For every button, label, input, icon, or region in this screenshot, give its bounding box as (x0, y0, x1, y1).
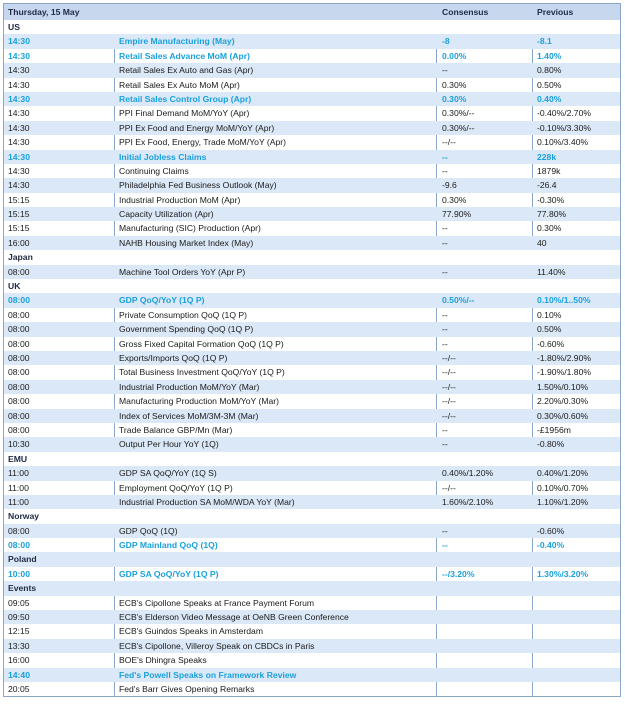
row-event: Industrial Production MoM (Apr) (119, 194, 241, 205)
row-consensus: -- (442, 338, 448, 349)
row-event: Retail Sales Control Group (Apr) (119, 93, 252, 104)
row-consensus: -- (442, 151, 448, 162)
row-previous: -26.4 (537, 180, 557, 191)
row-previous: -0.40%/2.70% (537, 108, 591, 119)
row-previous: 0.10%/1..50% (537, 295, 591, 306)
row-event: Capacity Utilization (Apr) (119, 209, 214, 220)
section-name: Events (8, 583, 37, 594)
row-event: PPI Ex Food and Energy MoM/YoY (Apr) (119, 122, 275, 133)
row-consensus: -- (442, 324, 448, 335)
row-time: 08:00 (8, 540, 30, 551)
row-time: 14:30 (8, 165, 30, 176)
row-time: 14:30 (8, 36, 30, 47)
row-time: 08:00 (8, 324, 30, 335)
table-row (4, 466, 620, 480)
table-row (4, 610, 620, 624)
row-previous: 0.30%/0.60% (537, 410, 589, 421)
row-previous: 40 (537, 237, 547, 248)
table-row (4, 63, 620, 77)
table-row (4, 337, 620, 351)
row-consensus: -8 (442, 36, 450, 47)
row-time: 16:00 (8, 237, 30, 248)
row-previous: 1.50%/0.10% (537, 381, 589, 392)
table-row (4, 207, 620, 221)
economic-calendar-table (3, 3, 621, 697)
row-event: Manufacturing Production MoM/YoY (Mar) (119, 396, 280, 407)
row-event: ECB's Guindos Speaks in Amsterdam (119, 626, 263, 637)
row-event: ECB's Cipollone Speaks at France Payment Forum (119, 597, 315, 608)
row-consensus: 0.30% (442, 93, 467, 104)
section-name: UK (8, 281, 21, 292)
row-time: 14:30 (8, 79, 30, 90)
row-time: 08:00 (8, 396, 30, 407)
row-event: ECB's Cipollone, Villeroy Speak on CBDCs in Paris (119, 640, 315, 651)
row-time: 08:00 (8, 525, 30, 536)
row-previous: 1879k (537, 165, 561, 176)
row-time: 15:15 (8, 223, 30, 234)
table-row (4, 639, 620, 653)
row-event: Government Spending QoQ (1Q P) (119, 324, 254, 335)
row-consensus: --/-- (442, 396, 456, 407)
row-previous: 0.40% (537, 93, 562, 104)
table-row (4, 236, 620, 250)
row-previous: 1.40% (537, 50, 562, 61)
row-previous: 0.50% (537, 79, 562, 90)
row-event: Private Consumption QoQ (1Q P) (119, 309, 247, 320)
table-row (4, 150, 620, 164)
row-time: 12:15 (8, 626, 30, 637)
row-previous: 2.20%/0.30% (537, 396, 589, 407)
row-time: 08:00 (8, 410, 30, 421)
row-event: Industrial Production SA MoM/WDA YoY (Mar) (119, 496, 295, 507)
table-row (4, 682, 620, 696)
row-consensus: -- (442, 540, 448, 551)
row-event: Initial Jobless Claims (119, 151, 207, 162)
table-row (4, 92, 620, 106)
row-event: Exports/Imports QoQ (1Q P) (119, 352, 228, 363)
row-event: Philadelphia Fed Business Outlook (May) (119, 180, 277, 191)
section-header (4, 250, 620, 264)
header-date: Thursday, 15 May (8, 7, 80, 17)
row-time: 15:15 (8, 209, 30, 220)
row-time: 14:30 (8, 93, 30, 104)
table-row (4, 624, 620, 638)
row-time: 11:00 (8, 482, 29, 493)
row-time: 14:30 (8, 50, 30, 61)
row-event: Fed's Barr Gives Opening Remarks (119, 683, 255, 694)
row-event: GDP Mainland QoQ (1Q) (119, 540, 218, 551)
row-previous: 0.10%/3.40% (537, 137, 589, 148)
row-event: Index of Services MoM/3M-3M (Mar) (119, 410, 259, 421)
table-row (4, 596, 620, 610)
row-event: PPI Final Demand MoM/YoY (Apr) (119, 108, 250, 119)
row-consensus: 0.30%/-- (442, 122, 475, 133)
row-time: 16:00 (8, 655, 30, 666)
row-event: Total Business Investment QoQ/YoY (1Q P) (119, 367, 285, 378)
table-row (4, 221, 620, 235)
row-previous: 0.40%/1.20% (537, 468, 589, 479)
row-consensus: --/-- (442, 137, 456, 148)
row-time: 13:30 (8, 640, 30, 651)
row-time: 08:00 (8, 309, 30, 320)
row-event: NAHB Housing Market Index (May) (119, 237, 254, 248)
table-row (4, 524, 620, 538)
row-previous: 0.30% (537, 223, 562, 234)
row-time: 08:00 (8, 381, 30, 392)
row-event: Trade Balance GBP/Mn (Mar) (119, 424, 233, 435)
row-time: 20:05 (8, 683, 30, 694)
table-row (4, 34, 620, 48)
row-previous: -1.90%/1.80% (537, 367, 591, 378)
table-row (4, 351, 620, 365)
table-row (4, 365, 620, 379)
table-row (4, 265, 620, 279)
table-row (4, 106, 620, 120)
table-row (4, 164, 620, 178)
section-header (4, 452, 620, 466)
section-header (4, 20, 620, 34)
row-consensus: -- (442, 424, 448, 435)
row-consensus: -- (442, 165, 448, 176)
row-previous: -0.60% (537, 525, 565, 536)
header-previous: Previous (537, 7, 574, 17)
section-name: Japan (8, 252, 33, 263)
row-event: Retail Sales Advance MoM (Apr) (119, 50, 251, 61)
row-event: Fed's Powell Speaks on Framework Review (119, 669, 297, 680)
row-time: 09:05 (8, 597, 30, 608)
table-row (4, 308, 620, 322)
section-header (4, 509, 620, 523)
row-consensus: -- (442, 237, 448, 248)
table-row (4, 135, 620, 149)
row-time: 11:00 (8, 468, 29, 479)
row-time: 14:40 (8, 669, 30, 680)
row-time: 11:00 (8, 496, 29, 507)
row-consensus: --/3.20% (442, 568, 475, 579)
table-row (4, 495, 620, 509)
table-row (4, 178, 620, 192)
row-time: 14:30 (8, 65, 30, 76)
table-row (4, 380, 620, 394)
row-time: 08:00 (8, 367, 30, 378)
row-consensus: --/-- (442, 410, 456, 421)
row-previous: 0.10%/0.70% (537, 482, 589, 493)
section-name: Poland (8, 554, 37, 565)
row-consensus: --/-- (442, 367, 456, 378)
row-consensus: 0.30%/-- (442, 108, 475, 119)
row-event: Machine Tool Orders YoY (Apr P) (119, 266, 246, 277)
row-time: 08:00 (8, 352, 30, 363)
row-previous: 228k (537, 151, 557, 162)
row-time: 08:00 (8, 424, 30, 435)
row-event: PPI Ex Food, Energy, Trade MoM/YoY (Apr) (119, 137, 287, 148)
row-event: Manufacturing (SIC) Production (Apr) (119, 223, 261, 234)
row-event: GDP QoQ/YoY (1Q P) (119, 295, 205, 306)
row-previous: -0.30% (537, 194, 565, 205)
table-body (4, 20, 620, 696)
row-event: ECB's Elderson Video Message at OeNB Green Conference (119, 612, 349, 623)
row-previous: -£1956m (537, 424, 571, 435)
row-previous: 0.80% (537, 65, 562, 76)
table-row (4, 293, 620, 307)
row-time: 14:30 (8, 137, 30, 148)
table-header (4, 4, 620, 20)
row-time: 08:00 (8, 295, 30, 306)
table-row (4, 481, 620, 495)
row-consensus: --/-- (442, 381, 456, 392)
row-consensus: 0.30% (442, 79, 467, 90)
section-name: US (8, 22, 20, 32)
row-time: 14:30 (8, 151, 30, 162)
row-consensus: --/-- (442, 482, 456, 493)
row-consensus: -- (442, 525, 448, 536)
row-previous: 1.30%/3.20% (537, 568, 589, 579)
row-consensus: --/-- (442, 352, 456, 363)
row-time: 14:30 (8, 122, 30, 133)
row-previous: 11.40% (537, 266, 566, 277)
row-consensus: -- (442, 266, 448, 277)
row-consensus: -- (442, 439, 448, 450)
row-event: Continuing Claims (119, 165, 189, 176)
table-row (4, 322, 620, 336)
row-event: Employment QoQ/YoY (1Q P) (119, 482, 233, 493)
row-event: GDP SA QoQ/YoY (1Q P) (119, 568, 219, 579)
row-previous: -8.1 (537, 36, 552, 47)
row-previous: 0.50% (537, 324, 562, 335)
row-event: Gross Fixed Capital Formation QoQ (1Q P) (119, 338, 284, 349)
row-event: GDP SA QoQ/YoY (1Q S) (119, 468, 217, 479)
row-previous: -0.80% (537, 439, 565, 450)
row-consensus: -- (442, 65, 448, 76)
row-previous: -0.40% (537, 540, 565, 551)
row-consensus: -- (442, 309, 448, 320)
table-row (4, 394, 620, 408)
header-consensus: Consensus (442, 7, 489, 17)
row-event: GDP QoQ (1Q) (119, 525, 178, 536)
row-consensus: 0.30% (442, 194, 467, 205)
row-event: Retail Sales Ex Auto MoM (Apr) (119, 79, 240, 90)
section-header (4, 552, 620, 566)
row-time: 10:00 (8, 568, 30, 579)
row-event: Industrial Production MoM/YoY (Mar) (119, 381, 260, 392)
row-consensus: -9.6 (442, 180, 457, 191)
row-consensus: 77.90% (442, 209, 472, 220)
row-consensus: 0.00% (442, 50, 467, 61)
section-name: Norway (8, 511, 40, 522)
row-previous: -0.60% (537, 338, 565, 349)
table-row (4, 409, 620, 423)
table-row (4, 437, 620, 451)
row-event: BOE's Dhingra Speaks (119, 655, 207, 666)
row-time: 15:15 (8, 194, 30, 205)
table-row (4, 567, 620, 581)
table-row (4, 193, 620, 207)
row-previous: 77.80% (537, 209, 567, 220)
row-previous: 0.10% (537, 309, 562, 320)
table-row (4, 78, 620, 92)
row-previous: -0.10%/3.30% (537, 122, 591, 133)
table-row (4, 121, 620, 135)
table-row (4, 668, 620, 682)
row-consensus: 1.60%/2.10% (442, 496, 494, 507)
table-row (4, 653, 620, 667)
row-event: Empire Manufacturing (May) (119, 36, 235, 47)
section-name: EMU (8, 453, 28, 464)
row-time: 10:30 (8, 439, 30, 450)
row-time: 08:00 (8, 266, 30, 277)
row-time: 14:30 (8, 108, 30, 119)
table-row (4, 423, 620, 437)
row-time: 14:30 (8, 180, 30, 191)
section-header (4, 581, 620, 595)
row-consensus: 0.40%/1.20% (442, 468, 494, 479)
row-event: Output Per Hour YoY (1Q) (119, 439, 219, 450)
row-time: 08:00 (8, 338, 30, 349)
row-time: 09:50 (8, 612, 30, 623)
row-previous: 1.10%/1.20% (537, 496, 589, 507)
section-header (4, 279, 620, 293)
row-event: Retail Sales Ex Auto and Gas (Apr) (119, 65, 254, 76)
row-consensus: 0.50%/-- (442, 295, 475, 306)
row-previous: -1.80%/2.90% (537, 352, 591, 363)
table-row (4, 538, 620, 552)
table-row (4, 49, 620, 63)
row-consensus: -- (442, 223, 448, 234)
